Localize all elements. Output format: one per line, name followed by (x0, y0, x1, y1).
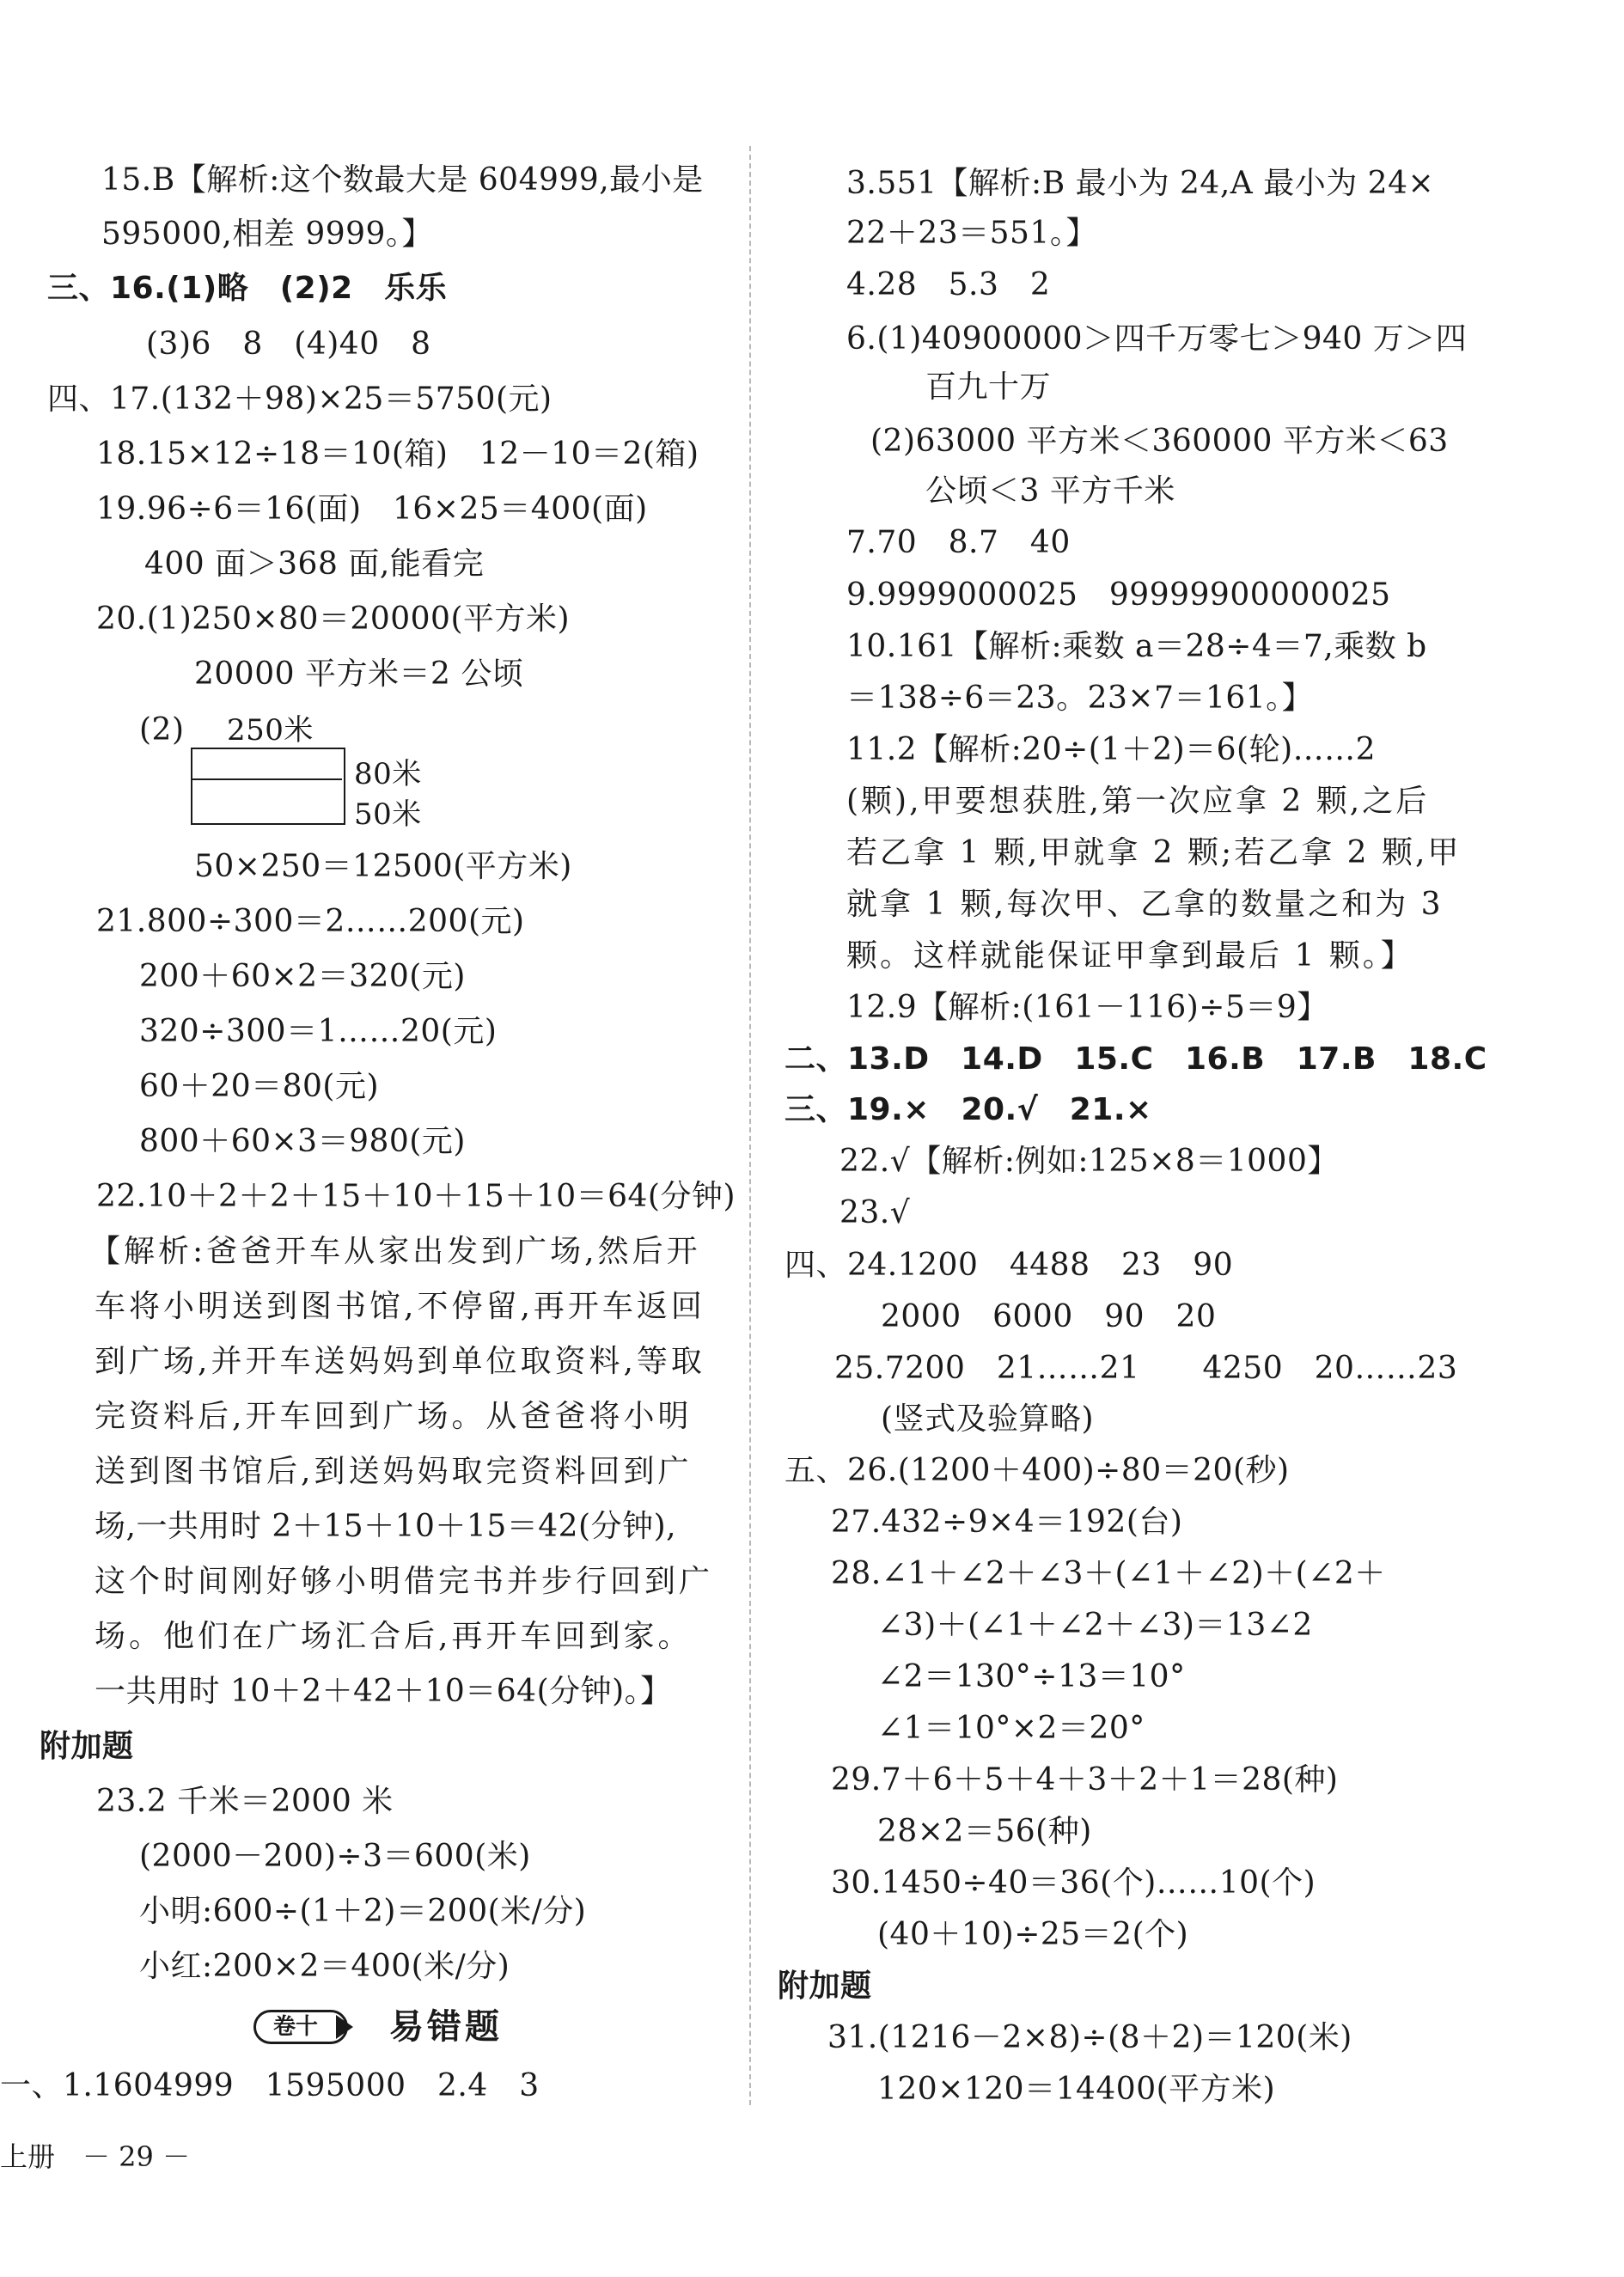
answer-10: 10.161【解析:乘数 a＝28÷4＝7,乘数 b (846, 629, 1427, 664)
answer-3: 3.551【解析:B 最小为 24,A 最小为 24× (846, 166, 1435, 201)
answer-12: 12.9【解析:(161－116)÷5＝9】 (846, 990, 1328, 1025)
section-badge: 卷十 (253, 2010, 348, 2044)
answer-23-step-2: (2000－200)÷3＝600(米) (139, 1839, 531, 1874)
answer-21: 21.800÷300＝2……200(元) (96, 904, 525, 939)
rectangle-divider-line (191, 778, 342, 780)
diagram-right-label-1: 80米 (354, 757, 422, 791)
answer-1-2: 一、1.1604999 1595000 2.4 3 (0, 2068, 540, 2103)
section-heading (253, 2005, 528, 2049)
diagram-right-label-2: 50米 (354, 797, 422, 832)
answer-22-analysis-9: 一共用时 10＋2＋42＋10＝64(分钟)。】 (95, 1674, 672, 1709)
answer-23-step-4: 小红:200×2＝400(米/分) (139, 1949, 510, 1984)
answer-21-step-3: 320÷300＝1……20(元) (139, 1014, 498, 1049)
answer-13-18: 二、13.D 14.D 15.C 16.B 17.B 18.C (785, 1041, 1487, 1077)
answer-28: 28.∠1＋∠2＋∠3＋(∠1＋∠2)＋(∠2＋ (831, 1556, 1386, 1591)
diagram-top-label: 250米 (227, 713, 314, 748)
answer-25-cont: (竖式及验算略) (881, 1401, 1095, 1437)
answer-22-right: 22.√【解析:例如:125×8＝1000】 (839, 1144, 1339, 1179)
answer-19-cont: 400 面＞368 面,能看完 (144, 546, 485, 582)
answer-22-analysis-6: 场,一共用时 2＋15＋10＋15＝42(分钟), (95, 1509, 677, 1544)
answer-23: 23.2 千米＝2000 米 (96, 1784, 394, 1819)
answer-25: 25.7200 21……21 4250 20……23 (834, 1351, 1458, 1386)
answer-29: 29.7＋6＋5＋4＋3＋2＋1＝28(种) (831, 1762, 1339, 1798)
answer-20-1: 20.(1)250×80＝20000(平方米) (96, 601, 571, 637)
answer-19-21: 三、19.× 20.√ 21.× (785, 1092, 1152, 1127)
answer-17: 四、17.(132＋98)×25＝5750(元) (47, 382, 553, 417)
answer-11-cont-3: 就拿 1 颗,每次甲、乙拿的数量之和为 3 (846, 887, 1444, 922)
answer-26: 五、26.(1200＋400)÷80＝20(秒) (785, 1453, 1290, 1488)
answer-3-cont: 22＋23＝551。】 (846, 216, 1097, 251)
answer-20-2-label: (2) (139, 712, 185, 748)
bonus-heading: 附加题 (40, 1729, 134, 1764)
answer-29-cont: 28×2＝56(种) (877, 1814, 1092, 1849)
answer-24-cont: 2000 6000 90 20 (881, 1299, 1217, 1334)
column-divider (749, 146, 751, 2105)
answer-22-analysis-4: 完资料后,开车回到广场。从爸爸将小明 (95, 1399, 693, 1434)
answer-15: 15.B【解析:这个数最大是 604999,最小是 (101, 162, 704, 198)
answer-28-step-3: ∠1＝10°×2＝20° (877, 1711, 1145, 1746)
answer-15-cont: 595000,相差 9999。】 (101, 217, 433, 252)
answer-28-step-2: ∠2＝130°÷13＝10° (877, 1659, 1186, 1694)
answer-22-analysis-2: 车将小明送到图书馆,不停留,再开车返回 (95, 1289, 705, 1324)
answer-30-cont: (40＋10)÷25＝2(个) (877, 1917, 1189, 1952)
answer-21-step-5: 800＋60×3＝980(元) (139, 1124, 466, 1159)
answer-22: 22.10＋2＋2＋15＋10＋15＋10＝64(分钟) (96, 1179, 736, 1214)
answer-20-1-cont: 20000 平方米＝2 公顷 (194, 656, 524, 692)
answer-23-step-3: 小明:600÷(1＋2)＝200(米/分) (139, 1894, 587, 1929)
answer-6-1: 6.(1)40900000＞四千万零七＞940 万＞四 (846, 321, 1468, 357)
answer-31-cont: 120×120＝14400(平方米) (877, 2072, 1276, 2107)
section-title: 易错题 (389, 2007, 503, 2047)
answer-30: 30.1450÷40＝36(个)……10(个) (831, 1865, 1316, 1901)
answer-23-right: 23.√ (839, 1195, 911, 1230)
answer-28-cont: ∠3)＋(∠1＋∠2＋∠3)＝13∠2 (877, 1608, 1313, 1643)
page-footer: 上册 － 29 － (0, 2140, 191, 2173)
badge-arrow-icon (336, 2015, 353, 2039)
answer-16: 三、16.(1)略 (2)2 乐乐 (47, 271, 448, 306)
answer-22-analysis-5: 送到图书馆后,到送妈妈取完资料回到广 (95, 1454, 693, 1489)
answer-22-analysis-3: 到广场,并开车送妈妈到单位取资料,等取 (95, 1344, 705, 1379)
answer-6-2-cont: 公顷＜3 平方千米 (925, 473, 1175, 509)
answer-10-cont: ＝138÷6＝23。23×7＝161。】 (846, 681, 1314, 716)
answer-21-step-2: 200＋60×2＝320(元) (139, 959, 466, 994)
answer-11-cont-2: 若乙拿 1 颗,甲就拿 2 颗;若乙拿 2 颗,甲 (846, 835, 1462, 870)
answer-31: 31.(1216－2×8)÷(8＋2)＝120(米) (827, 2020, 1352, 2055)
answer-16-cont: (3)6 8 (4)40 8 (146, 327, 431, 362)
answer-24: 四、24.1200 4488 23 90 (785, 1248, 1234, 1283)
answer-18: 18.15×12÷18＝10(箱) 12－10＝2(箱) (96, 436, 699, 472)
answer-11-cont-1: (颗),甲要想获胜,第一次应拿 2 颗,之后 (846, 784, 1430, 819)
answer-21-step-4: 60＋20＝80(元) (139, 1069, 380, 1104)
answer-22-analysis-1: 【解析:爸爸开车从家出发到广场,然后开 (89, 1234, 701, 1269)
answer-27: 27.432÷9×4＝192(台) (831, 1505, 1183, 1540)
answer-4-5: 4.28 5.3 2 (846, 267, 1051, 302)
answer-6-2: (2)63000 平方米＜360000 平方米＜63 (870, 424, 1449, 459)
answer-22-analysis-7: 这个时间刚好够小明借完书并步行回到广 (95, 1564, 714, 1599)
answer-11-cont-4: 颗。这样就能保证甲拿到最后 1 颗。】 (846, 938, 1414, 974)
answer-11: 11.2【解析:20÷(1＋2)＝6(轮)……2 (846, 732, 1377, 767)
answer-20-2-calc: 50×250＝12500(平方米) (194, 849, 572, 884)
bonus-heading-right: 附加题 (778, 1969, 872, 2004)
answer-7-8: 7.70 8.7 40 (846, 525, 1071, 560)
answer-22-analysis-8: 场。他们在广场汇合后,再开车回到家。 (95, 1619, 693, 1654)
answer-19: 19.96÷6＝16(面) 16×25＝400(面) (96, 491, 648, 527)
rectangle-outline (191, 748, 345, 825)
answer-6-1-cont: 百九十万 (925, 369, 1052, 405)
answer-9: 9.9999000025 99999900000025 (846, 577, 1391, 613)
